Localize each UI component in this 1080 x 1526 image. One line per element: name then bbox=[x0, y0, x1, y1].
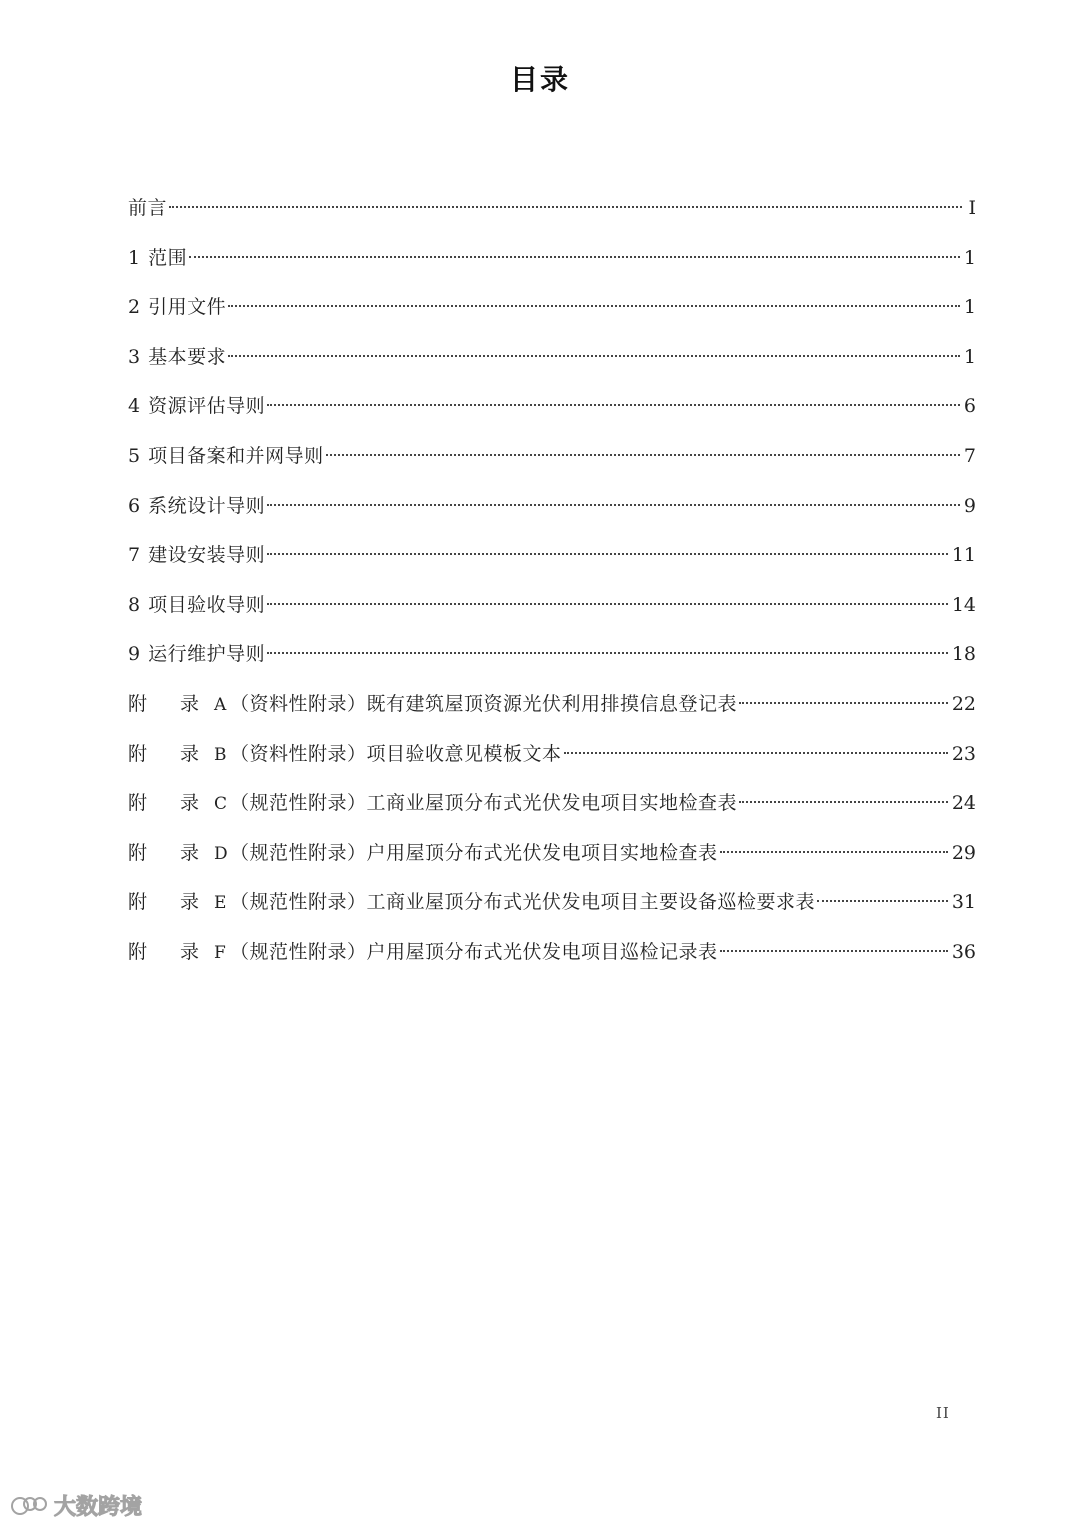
toc-entry-label: 项目验收导则 bbox=[148, 593, 266, 616]
toc-entry-number: 1 bbox=[128, 246, 141, 269]
dot-leader bbox=[720, 851, 948, 853]
toc-appendix-e[interactable] bbox=[128, 878, 976, 928]
appendix-prefix: 附 录 A bbox=[128, 680, 230, 731]
dot-leader bbox=[228, 305, 960, 307]
dot-leader bbox=[267, 553, 948, 555]
page-title: 目录 bbox=[509, 63, 570, 96]
toc-entry-label: 引用文件 bbox=[148, 296, 227, 319]
toc-entry-number: 4 bbox=[128, 395, 141, 418]
toc-entry-page: 1 bbox=[963, 345, 976, 368]
dot-leader bbox=[189, 256, 960, 258]
dot-leader bbox=[739, 702, 948, 704]
dot-leader bbox=[739, 801, 948, 803]
dot-leader bbox=[267, 652, 948, 654]
toc-entry-label: 项目备案和并网导则 bbox=[148, 444, 324, 467]
toc-appendix-b[interactable] bbox=[128, 730, 976, 780]
toc-entry-5[interactable] bbox=[128, 432, 976, 482]
toc-entry-page: 31 bbox=[951, 891, 976, 914]
toc-entry-number: 6 bbox=[128, 494, 141, 517]
toc-entry-number: 7 bbox=[128, 544, 141, 567]
dot-leader bbox=[326, 454, 960, 456]
dot-leader bbox=[169, 206, 962, 208]
appendix-letter: C bbox=[214, 794, 228, 815]
appendix-prefix: 附 录 D bbox=[128, 829, 230, 880]
appendix-prefix: 附 录 F bbox=[128, 928, 230, 979]
toc-entry-page: 1 bbox=[963, 246, 976, 269]
appendix-letter: A bbox=[214, 694, 227, 715]
toc-appendix-d[interactable] bbox=[128, 829, 976, 879]
toc-entry-7[interactable] bbox=[128, 531, 976, 581]
toc-entry-page: 11 bbox=[951, 544, 976, 567]
dot-leader bbox=[228, 355, 960, 357]
toc-entry-page: 9 bbox=[963, 494, 976, 517]
toc-entry-page: 14 bbox=[951, 593, 976, 616]
toc-entry-page: 24 bbox=[951, 792, 976, 815]
table-of-contents bbox=[128, 184, 976, 978]
toc-entry-1[interactable] bbox=[128, 234, 976, 284]
toc-entry-page: 23 bbox=[951, 742, 976, 765]
toc-entry-4[interactable] bbox=[128, 382, 976, 432]
appendix-letter: E bbox=[214, 893, 227, 914]
watermark-text: 大数跨境 bbox=[54, 1495, 143, 1520]
appendix-prefix: 附 录 E bbox=[128, 878, 230, 929]
toc-entry-label: 建设安装导则 bbox=[148, 544, 266, 567]
toc-appendix-label: （资料性附录）项目验收意见模板文本 bbox=[230, 742, 562, 765]
toc-entry-page: I bbox=[968, 197, 976, 219]
dot-leader bbox=[267, 504, 960, 506]
dot-leader bbox=[267, 603, 948, 605]
toc-entry-label: 运行维护导则 bbox=[148, 643, 266, 666]
toc-appendix-label: （规范性附录）工商业屋顶分布式光伏发电项目实地检查表 bbox=[230, 792, 738, 815]
toc-entry-preface[interactable] bbox=[128, 184, 976, 234]
toc-appendix-label: （规范性附录）工商业屋顶分布式光伏发电项目主要设备巡检要求表 bbox=[230, 891, 816, 914]
toc-entry-label: 资源评估导则 bbox=[148, 395, 266, 418]
brand-logo-icon bbox=[10, 1494, 50, 1518]
toc-entry-label: 范围 bbox=[148, 246, 188, 269]
toc-entry-number: 2 bbox=[128, 296, 141, 319]
toc-entry-9[interactable] bbox=[128, 630, 976, 680]
toc-entry-6[interactable] bbox=[128, 482, 976, 532]
appendix-letter: D bbox=[214, 843, 228, 864]
appendix-prefix: 附 录 B bbox=[128, 730, 230, 781]
toc-appendix-a[interactable] bbox=[128, 680, 976, 730]
toc-entry-label: 系统设计导则 bbox=[148, 494, 266, 517]
toc-entry-label: 前言 bbox=[128, 197, 168, 219]
toc-entry-3[interactable] bbox=[128, 333, 976, 383]
toc-entry-8[interactable] bbox=[128, 581, 976, 631]
dot-leader bbox=[720, 950, 948, 952]
toc-appendix-label: （规范性附录）户用屋顶分布式光伏发电项目实地检查表 bbox=[230, 841, 718, 864]
toc-entry-label: 基本要求 bbox=[148, 345, 227, 368]
appendix-letter: F bbox=[214, 942, 226, 963]
toc-entry-page: 22 bbox=[951, 692, 976, 715]
toc-entry-page: 6 bbox=[963, 395, 976, 418]
toc-entry-page: 7 bbox=[963, 444, 976, 467]
toc-appendix-f[interactable] bbox=[128, 928, 976, 978]
dot-leader bbox=[564, 752, 948, 754]
toc-appendix-c[interactable] bbox=[128, 779, 976, 829]
toc-entry-number: 8 bbox=[128, 593, 141, 616]
toc-entry-page: 1 bbox=[963, 296, 976, 319]
watermark bbox=[10, 1490, 142, 1521]
toc-entry-page: 18 bbox=[951, 643, 976, 666]
appendix-prefix: 附 录 C bbox=[128, 779, 230, 830]
toc-entry-2[interactable] bbox=[128, 283, 976, 333]
toc-entry-page: 29 bbox=[951, 841, 976, 864]
toc-appendix-label: （资料性附录）既有建筑屋顶资源光伏利用排摸信息登记表 bbox=[230, 692, 738, 715]
appendix-letter: B bbox=[214, 744, 227, 765]
dot-leader bbox=[817, 900, 948, 902]
toc-entry-page: 36 bbox=[951, 940, 976, 963]
toc-entry-number: 3 bbox=[128, 345, 141, 368]
toc-entry-number: 5 bbox=[128, 444, 141, 467]
page-number: II bbox=[936, 1404, 950, 1422]
dot-leader bbox=[267, 404, 960, 406]
toc-entry-number: 9 bbox=[128, 643, 141, 666]
toc-appendix-label: （规范性附录）户用屋顶分布式光伏发电项目巡检记录表 bbox=[230, 940, 718, 963]
